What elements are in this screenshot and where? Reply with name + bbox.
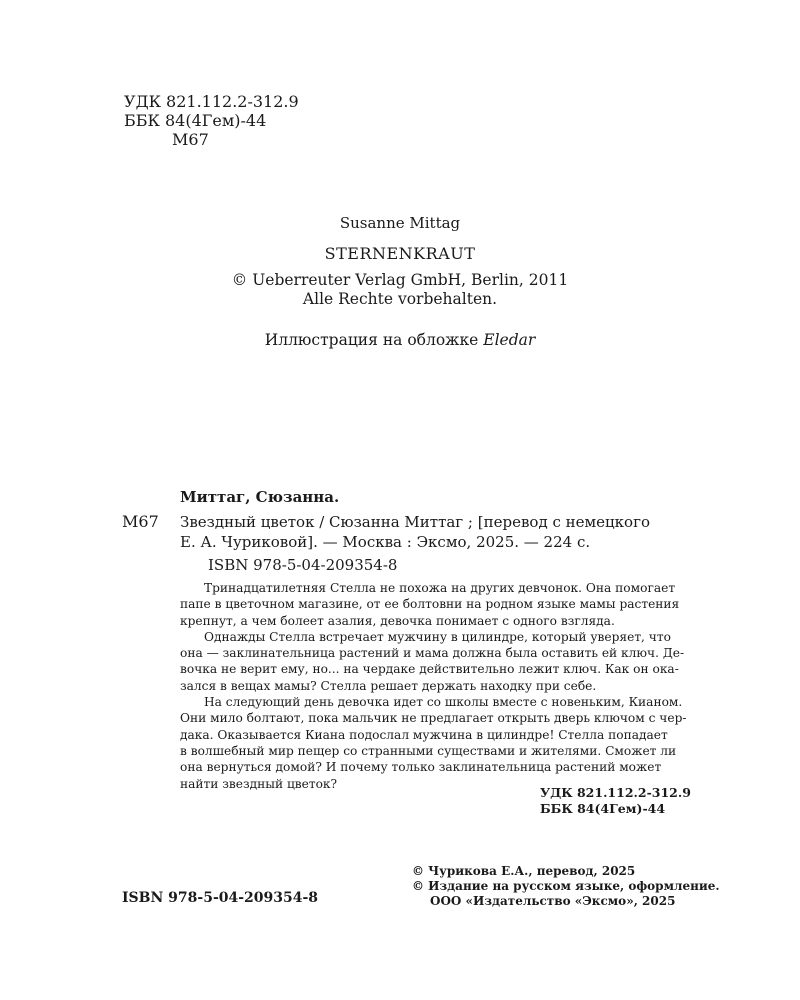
annotation-line: Однажды Стелла встречает мужчину в цилиндре, который уверяет, что: [204, 629, 671, 644]
illustration-label: Иллюстрация на обложке: [264, 331, 479, 349]
udk-code: УДК 821.112.2-312.9: [124, 92, 299, 111]
publisher-copyright: ООО «Издательство «Эксмо», 2025: [430, 894, 676, 908]
annotation-line: крепнут, а чем болеет азалия, девочка понимает с одного взгляда.: [180, 613, 615, 628]
annotation-line: На следующий день девочка идет со школы вместе с новеньким, Кианом.: [204, 695, 683, 710]
description-line: Е. А. Чуриковой]. — Москва : Эксмо, 2025. — 224 с.: [180, 533, 591, 551]
copyright-line: © Ueberreuter Verlag GmbH, Berlin, 2011: [231, 271, 569, 289]
rights-reserved-line: Alle Rechte vorbehalten.: [302, 290, 498, 308]
annotation-line: в волшебный мир пещер со странными существами и жителями. Сможет ли: [180, 743, 677, 758]
description-line: Звездный цветок / Сюзанна Миттаг ; [перевод с немецкого: [180, 513, 650, 531]
translation-copyright: © Чурикова Е.А., перевод, 2025: [412, 864, 636, 878]
annotation-line: вочка не верит ему, но... на чердаке действительно лежит ключ. Как он ока-: [180, 662, 679, 677]
original-author: Susanne Mittag: [339, 214, 461, 232]
annotation-line: Тринадцатилетняя Стелла не похожа на других девчонок. Она помогает: [204, 581, 676, 595]
annotation-line: зался в вещах мамы? Стелла решает держать находку при себе.: [180, 678, 597, 693]
bottom-copyright: [412, 864, 720, 909]
bottom-udk-code: УДК 821.112.2-312.9: [540, 785, 691, 800]
annotation-line: папе в цветочном магазине, от ее болтовни на родном языке мамы растения: [180, 597, 680, 612]
original-title: STERNENKRAUT: [324, 244, 476, 263]
original-copyright: [0, 271, 800, 309]
top-classification-codes: [124, 92, 299, 149]
annotation-line: дака. Оказывается Киана подослал мужчина в цилиндре! Стелла попадает: [180, 727, 668, 742]
illustration-credit: [0, 331, 800, 349]
annotation-line: найти звездный цветок?: [180, 776, 338, 791]
record-isbn: ISBN 978-5-04-209354-8: [208, 556, 398, 574]
record-description: [180, 512, 710, 552]
bottom-classification-codes: [540, 785, 691, 817]
bottom-isbn: ISBN 978-5-04-209354-8: [122, 890, 319, 906]
annotation-line: она — заклинательница растений и мама должна была оставить ей ключ. Де-: [180, 646, 685, 661]
record-author: Миттаг, Сюзанна.: [180, 488, 340, 506]
illustrator-name: Eledar: [483, 331, 536, 349]
record-author-mark: М67: [122, 512, 159, 531]
author-mark: М67: [172, 130, 209, 149]
annotation: [180, 580, 710, 792]
annotation-line: Они мило болтают, пока мальчик не предлагает открыть дверь ключом с чер-: [180, 711, 687, 726]
bbk-code: ББК 84(4Гем)-44: [124, 111, 267, 130]
bottom-bbk-code: ББК 84(4Гем)-44: [540, 801, 666, 816]
annotation-line: она вернуться домой? И почему только заклинательница растений может: [180, 760, 662, 775]
edition-copyright: © Издание на русском языке, оформление.: [412, 879, 720, 893]
